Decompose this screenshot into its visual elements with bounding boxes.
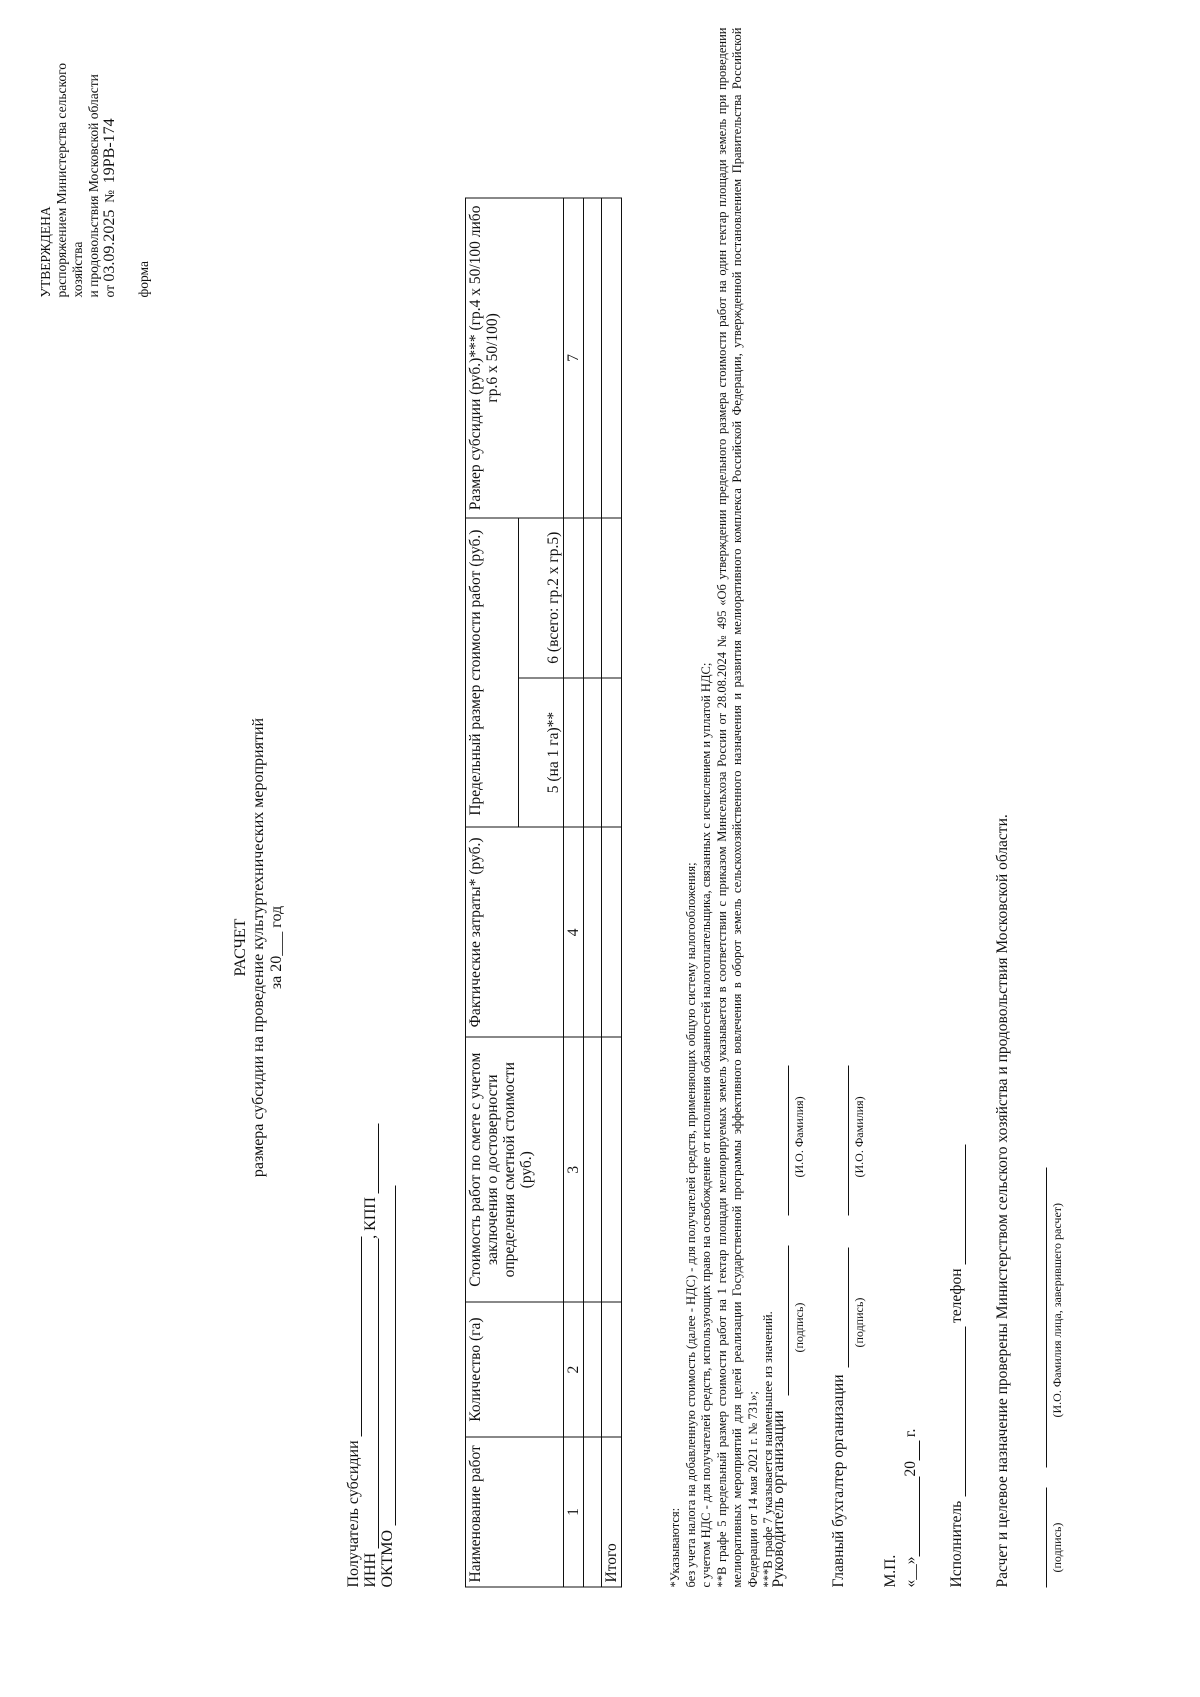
verifier-name-field[interactable] — [1046, 1167, 1047, 1467]
footnotes — [668, 27, 777, 1587]
approval-date: 03.09.2025 — [101, 209, 118, 282]
oktmo-label: ОКТМО — [379, 1529, 396, 1587]
cell-empty[interactable] — [602, 827, 622, 1037]
recipient-row — [345, 1123, 362, 1587]
phone-field[interactable] — [965, 1144, 966, 1264]
year-suffix: г. — [902, 1428, 919, 1437]
subheader-total: 6 (всего: гр.2 х гр.5) — [519, 517, 564, 677]
column-number-1: 1 — [564, 1437, 584, 1587]
oktmo-row — [379, 1123, 396, 1587]
date-month-field[interactable] — [919, 1476, 920, 1556]
cell-empty[interactable] — [602, 677, 622, 827]
stamp-place: М.П. — [882, 1554, 899, 1587]
cell-empty[interactable] — [584, 517, 602, 677]
executor-line — [948, 1144, 966, 1587]
verifier-sign-field[interactable] — [1046, 1487, 1047, 1587]
cell-empty[interactable] — [584, 1437, 602, 1587]
date-day: «__» — [902, 1556, 919, 1587]
executor-field[interactable] — [965, 1326, 966, 1496]
cell-empty[interactable] — [602, 1037, 622, 1302]
footnote-line: с учетом НДС - для получателей средств, использующих право на освобождение от исполнения обязанностей налогоплательщика, связанных с исчислением и уплатой НДС; — [699, 662, 713, 1587]
sign-hint: (подпись) — [852, 1297, 866, 1347]
cell-empty[interactable] — [584, 1037, 602, 1302]
verifier-signature — [1030, 787, 1070, 1587]
cell-empty[interactable] — [602, 198, 622, 518]
accountant-sign-field[interactable] — [848, 1247, 849, 1367]
approval-line-1: распоряжением Министерства сельского — [54, 62, 69, 297]
approval-date-line — [102, 7, 118, 297]
table-row — [584, 198, 602, 1587]
approval-stamp — [38, 7, 152, 297]
year-field[interactable] — [919, 1441, 920, 1461]
sign-hint: (подпись) — [792, 1302, 806, 1352]
table-header-row — [466, 198, 519, 1587]
form-label: форма — [136, 260, 151, 297]
header-estimate-cost: Стоимость работ по смете с учетом заключения о достоверности определения сметной стоимости (руб.) — [466, 1037, 564, 1302]
cell-empty — [564, 677, 584, 827]
inn-label: ИНН — [362, 1552, 379, 1587]
accountant-signature — [830, 787, 880, 1587]
approval-number: 19РВ-174 — [101, 117, 118, 183]
footnote-heading: *Указываются: — [668, 1507, 682, 1587]
name-hint: (И.О. Фамилия) — [792, 1095, 806, 1177]
cell-empty[interactable] — [602, 1302, 622, 1437]
footnote-line: **В графе 5 предельный размер стоимости работ на 1 гектар площади мелиорируемых земель указывается в соответствии с приказом Минсельхоза России от 28.08.2024 № 495 «Об утверждении предельного размера стоимости работ на один гектар площади земель при проведении мелиоративных мероприятий для целей реализации Государственной программы эффективного вовлечения в оборот земель сельскохозяйственного назначения и развития мелиоративного комплекса Российской Федерации, утвержденной постановлением Правительства Российской Федерации от 14 мая 2021 г. № 731»; — [714, 27, 760, 1587]
executor-label: Исполнитель — [948, 1500, 965, 1587]
header-actual-costs: Фактические затраты* (руб.) — [466, 827, 564, 1037]
phone-label: телефон — [948, 1268, 965, 1323]
column-number-4: 4 — [564, 827, 584, 1037]
cell-empty[interactable] — [584, 677, 602, 827]
name-hint: (И.О. Фамилия) — [852, 1095, 866, 1177]
recipient-block — [345, 1123, 396, 1587]
table-row — [564, 198, 584, 1587]
head-sign-field[interactable] — [788, 1245, 789, 1395]
header-work-name: Наименование работ — [466, 1437, 564, 1587]
page-subtitle: размера субсидии на проведение культуртехнических мероприятий — [250, 717, 267, 1177]
oktmo-field[interactable] — [395, 1185, 396, 1525]
verifier-hint: (И.О. Фамилия лица, заверившего расчет) — [1050, 1202, 1064, 1417]
head-name-field[interactable] — [788, 1065, 789, 1215]
year-prefix: 20 — [902, 1460, 919, 1476]
cell-empty[interactable] — [584, 198, 602, 518]
page-period: за 20___ год — [268, 905, 285, 989]
approval-line-2: хозяйства — [70, 241, 85, 297]
column-number-2: 2 — [564, 1302, 584, 1437]
header-limit-cost: Предельный размер стоимости работ (руб.) — [466, 517, 519, 827]
cell-empty[interactable] — [602, 517, 622, 677]
total-label: Итого — [602, 1437, 622, 1587]
verification-text: Расчет и целевое назначение проверены Министерством сельского хозяйства и продовольствия Московской области. — [994, 813, 1011, 1587]
kpp-field[interactable] — [378, 1123, 379, 1193]
footnote-line: ***В графе 7 указывается наименьшее из значений. — [761, 1310, 775, 1587]
footnote-line: без учета налога на добавленную стоимость (далее - НДС) - для получателей средств, применяющих общую систему налогообложения; — [683, 861, 698, 1587]
head-label: Руководитель организации — [770, 1409, 787, 1587]
accountant-name-field[interactable] — [848, 1065, 849, 1215]
head-signature — [770, 787, 820, 1587]
page-title: РАСЧЕТ — [232, 918, 249, 976]
accountant-label: Главный бухгалтер организации — [830, 1373, 847, 1587]
inn-row — [362, 1123, 379, 1587]
date-line — [902, 1428, 920, 1587]
cell-empty[interactable] — [584, 1302, 602, 1437]
date-prefix: от — [102, 284, 117, 297]
calculation-table — [465, 197, 622, 1587]
approval-line-3: и продовольствия Московской области — [86, 73, 101, 297]
header-quantity: Количество (га) — [466, 1302, 564, 1437]
table-total-row — [602, 198, 622, 1587]
column-number-3: 3 — [564, 1037, 584, 1302]
header-subsidy-size: Размер субсидии (руб.)*** (гр.4 х 50/100 либо гр.6 х 50/100) — [466, 198, 564, 518]
recipient-label: Получатель субсидии — [345, 1439, 362, 1587]
subheader-per-hectare: 5 (на 1 га)** — [519, 677, 564, 827]
column-number-7: 7 — [564, 198, 584, 518]
sign-hint: (подпись) — [1050, 1522, 1064, 1572]
cell-empty — [564, 517, 584, 677]
number-prefix: № — [102, 189, 117, 203]
approval-heading: УТВЕРЖДЕНА — [38, 205, 53, 297]
kpp-label: , КПП — [362, 1196, 379, 1239]
cell-empty[interactable] — [584, 827, 602, 1037]
